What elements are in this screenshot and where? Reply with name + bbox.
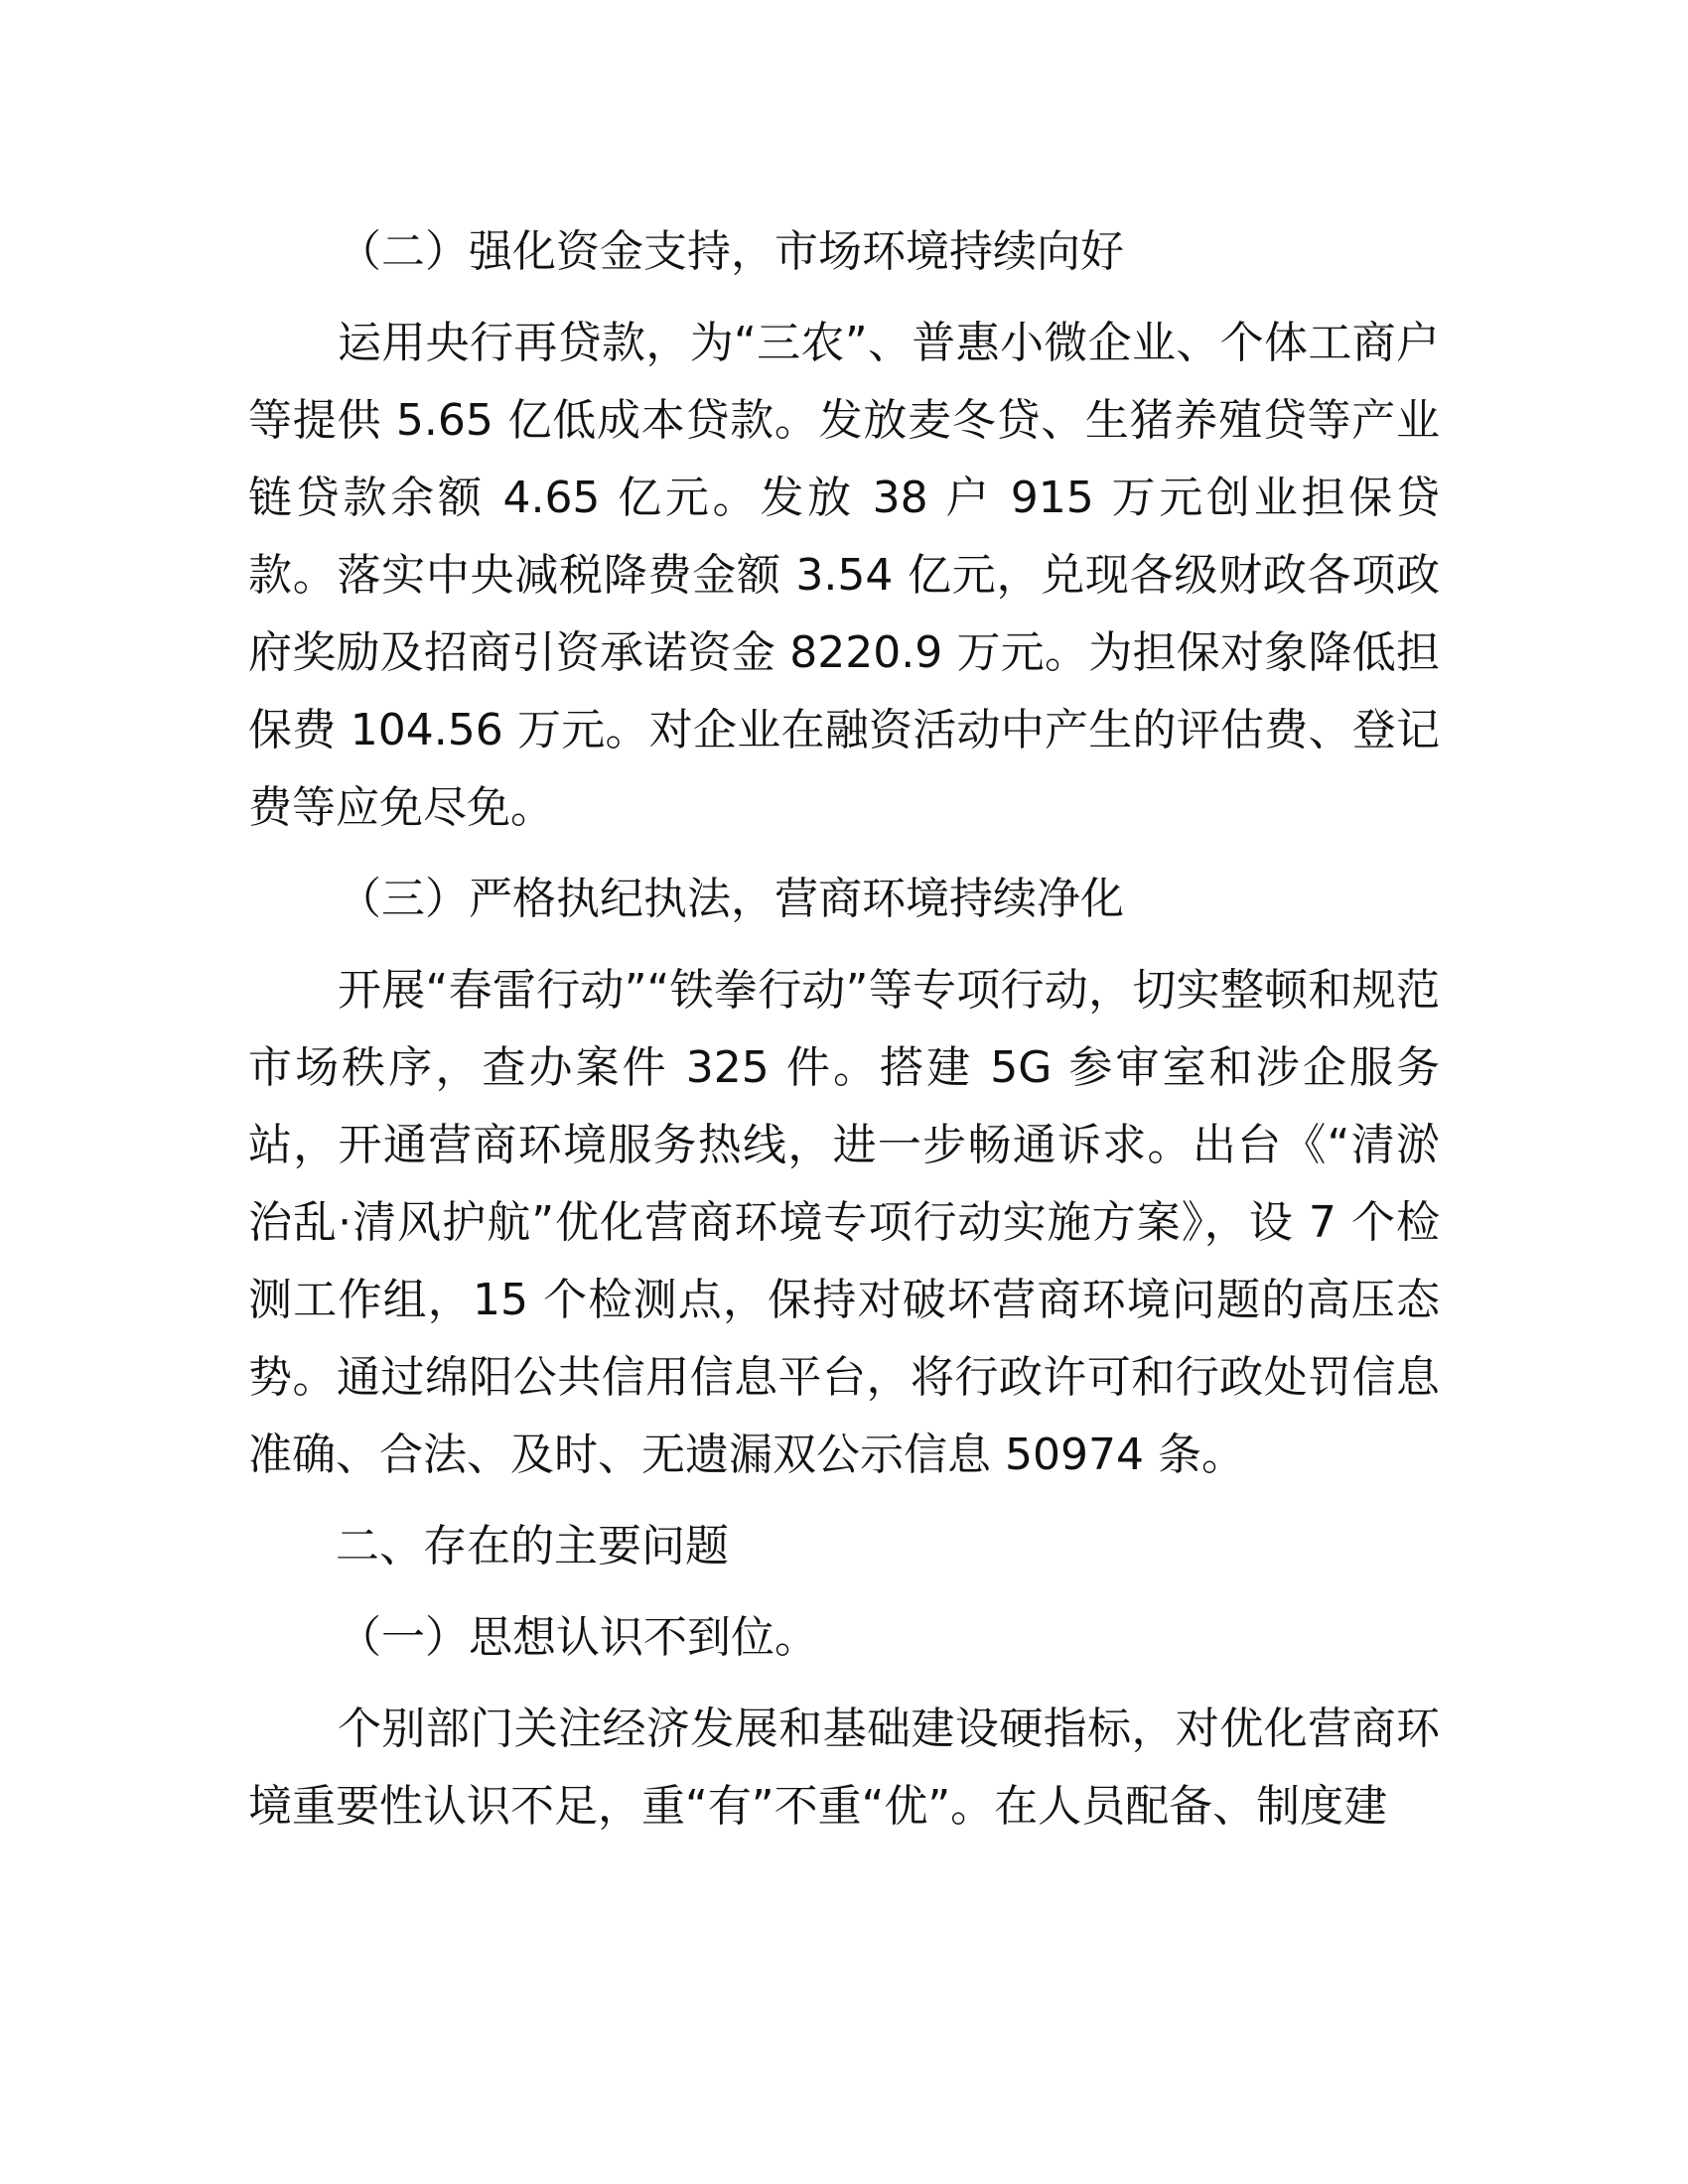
subheading-3: （三）严格执纪执法，营商环境持续净化 (338, 874, 1124, 924)
section-title-problems: 二、存在的主要问题 (336, 1521, 729, 1571)
subheading-2: （二）强化资金支持，市场环境持续向好 (338, 226, 1124, 277)
subheading-problem-1: （一）思想认识不到位。 (338, 1612, 818, 1663)
document-body (248, 213, 1440, 1859)
paragraph-awareness: 个别部门关注经济发展和基础建设硬指标，对优化营商环境重要性认识不足，重“有”不重“优”。在人员配备、制度建 (248, 1704, 1440, 1832)
paragraph-enforcement: 开展“春雷行动”“铁拳行动”等专项行动，切实整顿和规范市场秩序，查办案件 325 件。搭建 5G 参审室和涉企服务站，开通营商环境服务热线，进一步畅通诉求。出台《“清淤治乱·清风护航”优化营商环境专项行动实施方案》，设 7 个检测工作组，15 个检测点，保持对破坏营商环境问题的高压态势。通过绵阳公共信用信息平台，将行政许可和行政处罚信息准确、合法、及时、无遗漏双公示信息 50974 条。 (248, 965, 1440, 1480)
paragraph-funding: 运用央行再贷款，为“三农”、普惠小微企业、个体工商户等提供 5.65 亿低成本贷款。发放麦冬贷、生猪养殖贷等产业链贷款余额 4.65 亿元。发放 38 户 915 万元创业担保贷款。落实中央减税降费金额 3.54 亿元，兑现各级财政各项政府奖励及招商引资承诺资金 8220.9 万元。为担保对象降低担保费 104.56 万元。对企业在融资活动中产生的评估费、登记费等应免尽免。 (248, 318, 1440, 833)
